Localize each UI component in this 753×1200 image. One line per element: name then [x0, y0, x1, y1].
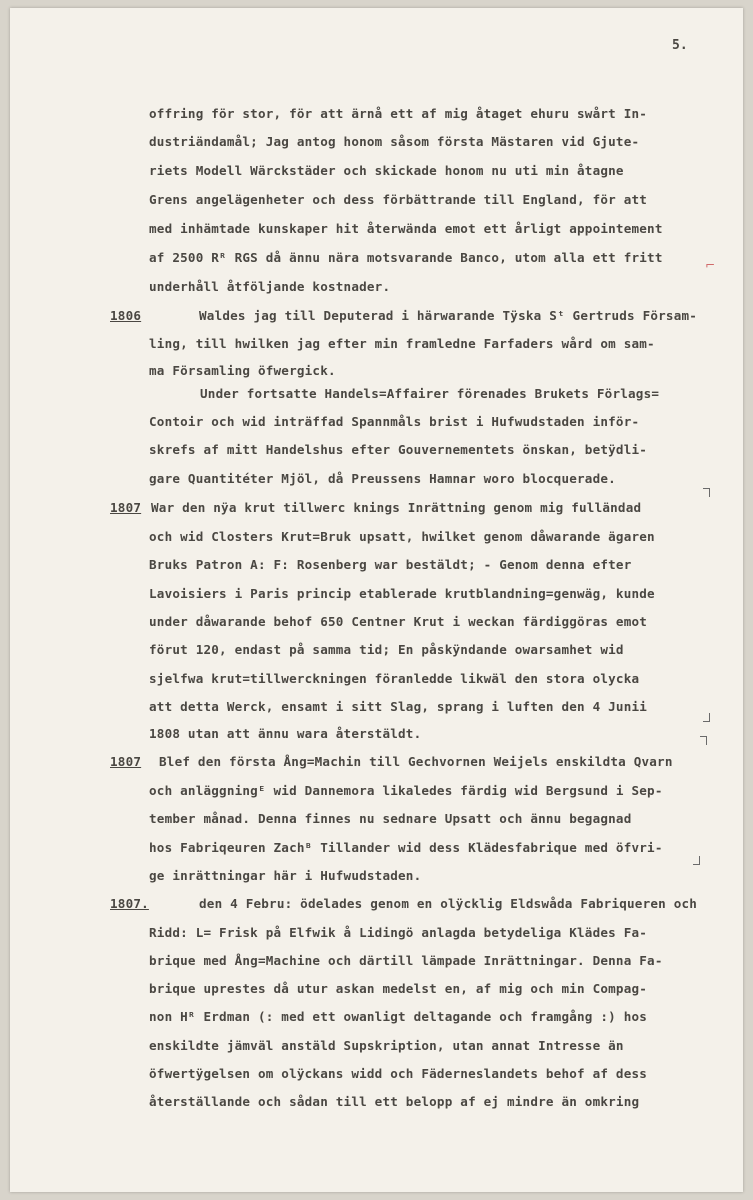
text-line: Bruks Patron A: F: Rosenberg war bestäldt; - Genom denna efter — [149, 557, 632, 572]
text-line: ge inrättningar här i Hufwudstaden. — [149, 868, 422, 883]
text-line: hos Fabriqeuren Zachᴮ Tillander wid dess Klädesfabrique med öfvri- — [149, 840, 663, 855]
text-line: Lavoisiers i Paris princip etablerade krutblandning=genwäg, kunde — [149, 586, 655, 601]
text-line: enskildte jämväl anstäld Supskription, utan annat Intresse än — [149, 1038, 624, 1053]
text-line: Under fortsatte Handels=Affairer förenades Brukets Förlags= — [200, 386, 660, 401]
text-line: och wid Closters Krut=Bruk upsatt, hwilket genom dåwarande ägaren — [149, 529, 655, 544]
year-label: 1807. — [110, 896, 149, 911]
margin-corner-mark-icon — [703, 713, 710, 722]
margin-corner-mark-icon — [693, 856, 700, 865]
text-line: Ridd: L= Frisk på Elfwik å Lidingö anlagda betydeliga Klädes Fa- — [149, 925, 648, 940]
text-line: dustriändamål; Jag antog honom såsom första Mästaren vid Gjute- — [149, 134, 640, 149]
text-line: af 2500 Rᴿ RGS då ännu nära motsvarande Banco, utom alla ett fritt — [149, 250, 663, 265]
text-line: att detta Werck, ensamt i sitt Slag, sprang i luften den 4 Junii — [149, 699, 648, 714]
text-line: öfwertÿgelsen om olÿckans widd och Fäderneslandets behof af dess — [149, 1066, 648, 1081]
text-line: under dåwarande behof 650 Centner Krut i weckan färdiggöras emot — [149, 614, 648, 629]
text-line: Grens angelägenheter och dess förbättrande till England, för att — [149, 192, 648, 207]
text-line: ling, till hwilken jag efter min framledne Farfaders wård om sam- — [149, 336, 655, 351]
text-line: den 4 Febru: ödelades genom en olÿcklig Eldswåda Fabriqueren och — [199, 896, 698, 911]
text-line: underhåll åtföljande kostnader. — [149, 279, 391, 294]
text-line: med inhämtade kunskaper hit återwända emot ett årligt appointement — [149, 221, 663, 236]
text-line: Contoir och wid inträffad Spannmåls brist i Hufwudstaden inför- — [149, 414, 640, 429]
margin-corner-mark-icon — [703, 488, 710, 497]
text-line: non Hᴿ Erdman (: med ett owanligt deltagande och framgång :) hos — [149, 1009, 648, 1024]
text-line: skrefs af mitt Handelshus efter Gouvernementets önskan, betÿdli- — [149, 442, 648, 457]
text-line: brique uprestes då utur askan medelst en, af mig och min Compag- — [149, 981, 648, 996]
year-label: 1807 — [110, 500, 142, 515]
text-line: tember månad. Denna finnes nu sednare Upsatt och ännu begagnad — [149, 811, 632, 826]
text-line: och anläggningᴱ wid Dannemora likaledes färdig wid Bergsund i Sep- — [149, 783, 663, 798]
text-line: återställande och sådan till ett belopp af ej mindre än omkring — [149, 1094, 640, 1109]
text-line: Waldes jag till Deputerad i härwarande Tÿska Sᵗ Gertruds Försam- — [199, 308, 698, 323]
text-line: riets Modell Wärckstäder och skickade honom nu uti min åtagne — [149, 163, 624, 178]
red-mark-icon: ⌐ — [705, 258, 716, 272]
text-line: War den nÿa krut tillwerc knings Inrättning genom mig fulländad — [151, 500, 642, 515]
text-line: förut 120, endast på samma tid; En påskÿndande owarsamhet wid — [149, 642, 624, 657]
margin-corner-mark-icon — [700, 736, 707, 745]
text-line: gare Quantitéter Mjöl, då Preussens Hamnar woro blocquerade. — [149, 471, 616, 486]
page-number: 5. — [672, 38, 688, 53]
text-line: offring för stor, för att ärnå ett af mig åtaget ehuru swårt In- — [149, 106, 648, 121]
text-line: 1808 utan att ännu wara återstäldt. — [149, 726, 422, 741]
year-label: 1807 — [110, 754, 142, 769]
text-line: brique med Ång=Machine och därtill lämpade Inrättningar. Denna Fa- — [149, 953, 663, 968]
year-label: 1806 — [110, 308, 142, 323]
text-line: Blef den första Ång=Machin till Gechvornen Weijels enskildta Qvarn — [159, 754, 673, 769]
text-line: ma Församling öfwergick. — [149, 363, 336, 378]
document-page — [10, 8, 743, 1192]
text-line: sjelfwa krut=tillwerckningen föranledde likwäl den stora olycka — [149, 671, 640, 686]
